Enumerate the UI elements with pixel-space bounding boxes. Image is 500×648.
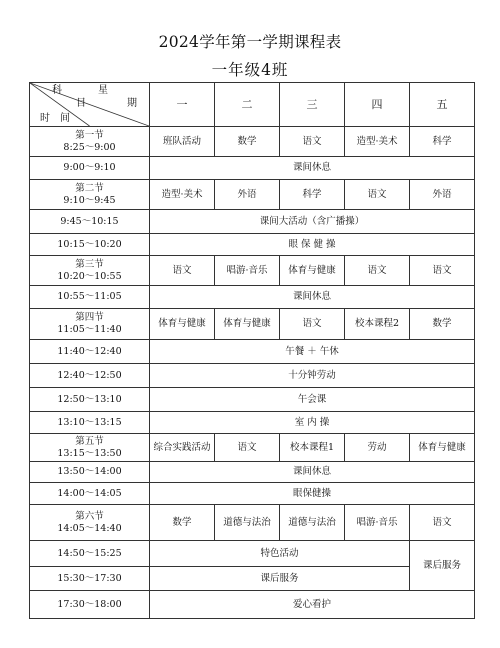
table-row xyxy=(30,567,475,591)
break-time: 14:50～15:25 xyxy=(30,541,150,567)
break-time: 12:50～13:10 xyxy=(30,388,150,412)
table-row xyxy=(30,286,475,309)
subject-cell: 科学 xyxy=(410,127,475,157)
break-label: 眼保健操 xyxy=(150,483,475,505)
period-time: 11:05～11:40 xyxy=(57,324,122,335)
table-row xyxy=(30,210,475,234)
subject-cell: 综合实践活动 xyxy=(150,434,215,462)
subject-cell: 语文 xyxy=(345,256,410,286)
break-label: 课间休息 xyxy=(150,462,475,483)
break-time: 15:30～17:30 xyxy=(30,567,150,591)
day-header: 三 xyxy=(280,83,345,127)
subject-cell: 体育与健康 xyxy=(215,309,280,340)
table-row xyxy=(30,256,475,286)
subject-cell: 外语 xyxy=(215,180,280,210)
subject-cell: 语文 xyxy=(410,505,475,541)
break-label: 课间休息 xyxy=(150,157,475,180)
break-time: 9:45～10:15 xyxy=(30,210,150,234)
corner-label-mu: 目 xyxy=(76,98,86,109)
table-row xyxy=(30,541,475,567)
table-row xyxy=(30,388,475,412)
break-time: 12:40～12:50 xyxy=(30,364,150,388)
table-row xyxy=(30,127,475,157)
table-row xyxy=(30,412,475,434)
table-row xyxy=(30,309,475,340)
period-time-cell xyxy=(30,505,150,541)
break-label: 十分钟劳动 xyxy=(150,364,475,388)
period-name: 第五节 xyxy=(75,435,104,447)
subject-cell: 语文 xyxy=(345,180,410,210)
subject-cell: 班队活动 xyxy=(150,127,215,157)
table-row xyxy=(30,483,475,505)
subject-cell: 数学 xyxy=(150,505,215,541)
timetable xyxy=(29,82,475,619)
period-time-cell xyxy=(30,127,150,157)
class-name: 一年级4班 xyxy=(211,61,289,79)
table-row xyxy=(30,234,475,256)
break-time: 13:10～13:15 xyxy=(30,412,150,434)
table-row xyxy=(30,340,475,364)
table-row xyxy=(30,591,475,619)
period-time-cell xyxy=(30,309,150,340)
activity-label: 课后服务 xyxy=(150,567,410,591)
table-row xyxy=(30,434,475,462)
break-time: 14:00～14:05 xyxy=(30,483,150,505)
period-time: 9:10～9:45 xyxy=(63,194,116,206)
period-time: 8:25～9:00 xyxy=(63,141,116,153)
period-name: 第六节 xyxy=(75,510,104,522)
subject-cell: 道德与法治 xyxy=(215,505,280,541)
break-label: 室 内 操 xyxy=(150,412,475,434)
break-label: 课间大活动（含广播操） xyxy=(150,210,475,234)
table-row xyxy=(30,505,475,541)
table-row xyxy=(30,462,475,483)
break-label: 午餐 ＋ 午休 xyxy=(150,340,475,364)
table-row xyxy=(30,157,475,180)
break-label: 午会课 xyxy=(150,388,475,412)
break-time: 13:50～14:00 xyxy=(30,462,150,483)
corner-label-jian: 间 xyxy=(60,113,70,124)
period-time: 14:05～14:40 xyxy=(57,522,122,534)
day-header: 五 xyxy=(410,83,475,127)
subject-cell: 唱游·音乐 xyxy=(345,505,410,541)
page-title: 2024学年第一学期课程表 xyxy=(158,33,342,51)
break-label: 课间休息 xyxy=(150,286,475,309)
day-header: 一 xyxy=(150,83,215,127)
break-time: 9:00～9:10 xyxy=(30,157,150,180)
break-time: 10:55～11:05 xyxy=(30,286,150,309)
subject-cell: 校本课程2 xyxy=(345,309,410,340)
break-time: 11:40～12:40 xyxy=(30,340,150,364)
day-header: 二 xyxy=(215,83,280,127)
period-time: 13:15～13:50 xyxy=(57,447,122,459)
period-time-cell xyxy=(30,256,150,286)
subject-cell: 道德与法治 xyxy=(280,505,345,541)
corner-label-qi: 期 xyxy=(127,98,137,109)
break-time: 17:30～18:00 xyxy=(30,591,150,619)
period-time-cell xyxy=(30,434,150,462)
activity-label: 爱心看护 xyxy=(150,591,475,619)
subject-cell: 体育与健康 xyxy=(410,434,475,462)
subject-cell: 语文 xyxy=(215,434,280,462)
subject-cell: 体育与健康 xyxy=(150,309,215,340)
period-time-cell xyxy=(30,180,150,210)
subject-cell: 数学 xyxy=(215,127,280,157)
table-row xyxy=(30,364,475,388)
day-header: 四 xyxy=(345,83,410,127)
subject-cell: 数学 xyxy=(410,309,475,340)
subject-cell: 造型·美术 xyxy=(345,127,410,157)
table-row xyxy=(30,180,475,210)
subject-cell: 体育与健康 xyxy=(280,256,345,286)
subject-cell: 科学 xyxy=(280,180,345,210)
subject-cell: 语文 xyxy=(410,256,475,286)
period-name: 第一节 xyxy=(75,129,104,141)
subject-cell: 外语 xyxy=(410,180,475,210)
corner-header-cell xyxy=(30,83,150,127)
period-name: 第三节 xyxy=(75,258,104,270)
after-school-friday: 课后服务 xyxy=(410,541,475,591)
subject-cell: 劳动 xyxy=(345,434,410,462)
corner-label-xing: 星 xyxy=(98,85,108,96)
period-name: 第四节 xyxy=(75,312,104,324)
period-name: 第二节 xyxy=(75,182,104,194)
period-time: 10:20～10:55 xyxy=(57,270,122,282)
subject-cell: 语文 xyxy=(280,309,345,340)
subject-cell: 校本课程1 xyxy=(280,434,345,462)
subject-cell: 造型·美术 xyxy=(150,180,215,210)
header-row xyxy=(30,83,475,127)
corner-label-ke: 科 xyxy=(52,85,62,96)
subject-cell: 唱游·音乐 xyxy=(215,256,280,286)
break-time: 10:15～10:20 xyxy=(30,234,150,256)
subject-cell: 语文 xyxy=(150,256,215,286)
subject-cell: 语文 xyxy=(280,127,345,157)
corner-label-shi: 时 xyxy=(40,113,50,124)
activity-label: 特色活动 xyxy=(150,541,410,567)
break-label: 眼 保 健 操 xyxy=(150,234,475,256)
